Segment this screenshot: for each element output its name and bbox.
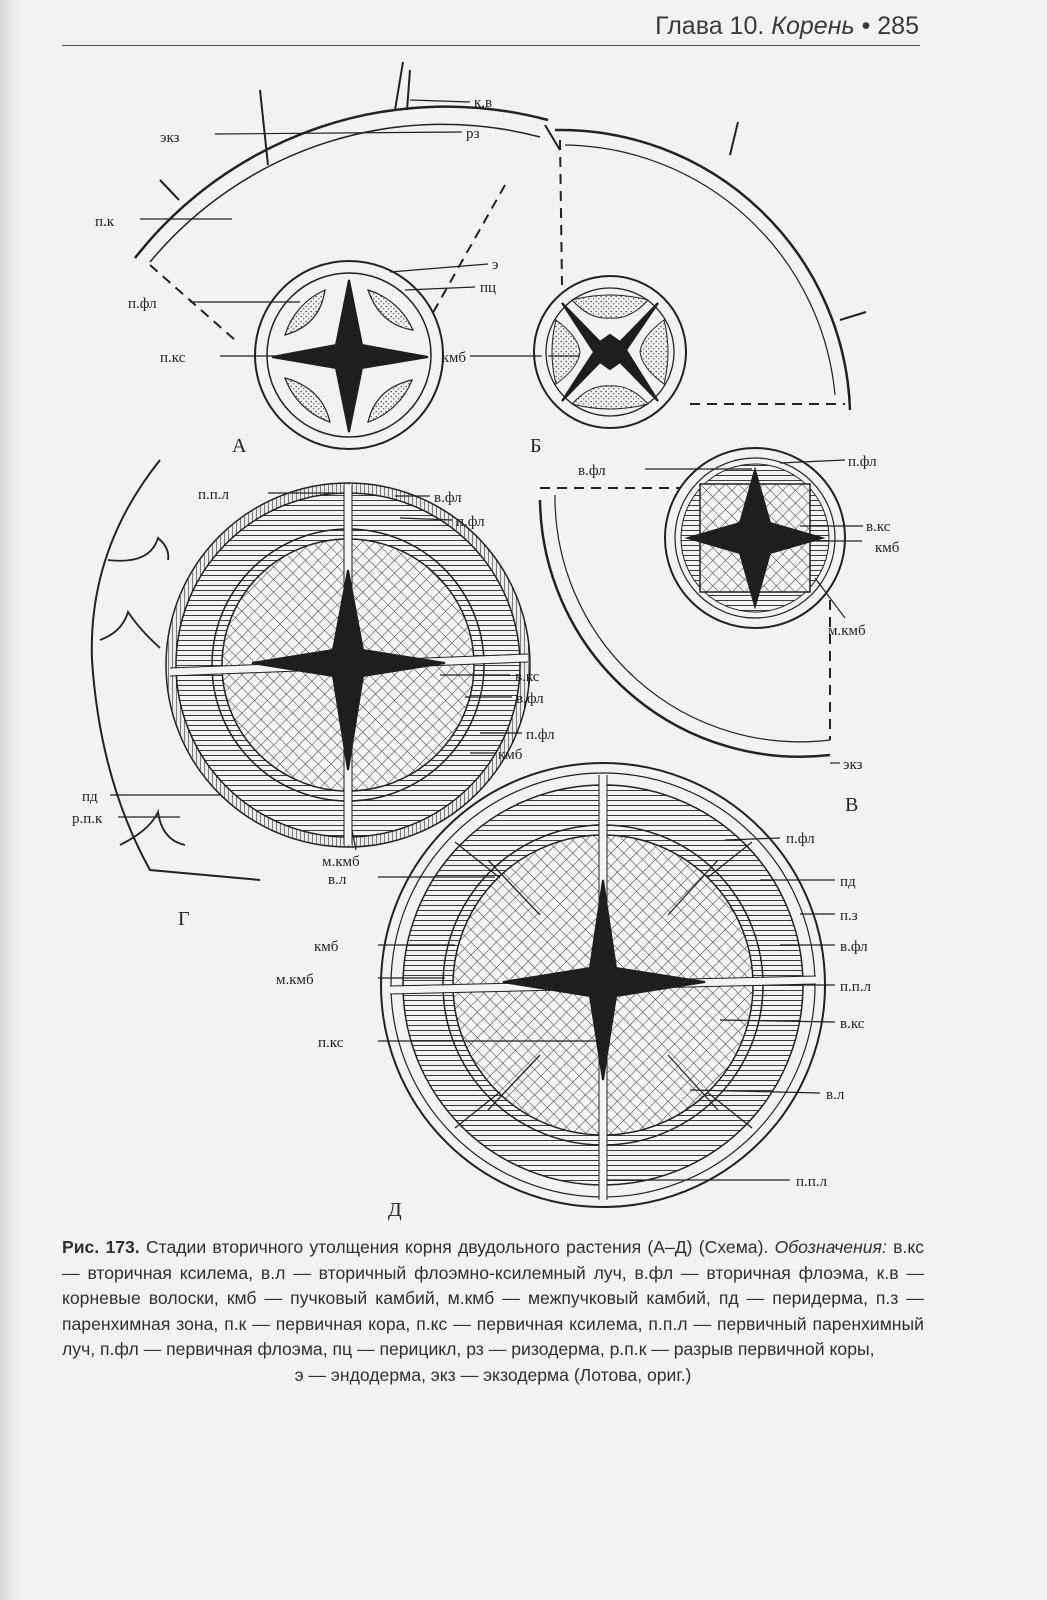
label-a-kv: к.в	[474, 95, 493, 111]
label-g-mkmb: м.кмб	[322, 854, 360, 870]
label-g-vks: в.кс	[515, 669, 540, 685]
label-v-vks: в.кс	[866, 519, 891, 535]
panel-b-phloem-e	[640, 320, 668, 384]
label-a-pfl: п.фл	[128, 296, 157, 312]
panel-d-letter: Д	[388, 1199, 402, 1221]
panel-b-cortex	[555, 130, 850, 410]
label-v-pfl: п.фл	[848, 454, 877, 470]
label-v-kmb: кмб	[875, 540, 900, 556]
label-a-pks: п.кс	[160, 350, 186, 366]
running-head	[655, 12, 919, 41]
label-d-pd: пд	[840, 874, 856, 890]
panel-d	[381, 763, 825, 1207]
panel-b	[534, 122, 866, 428]
figure-173	[0, 50, 1047, 1230]
label-g-vfl: в.фл	[516, 691, 544, 707]
panel-a	[135, 62, 560, 449]
panel-g-letter: Г	[178, 908, 190, 930]
figure-caption	[62, 1235, 924, 1388]
label-g-pfl: п.фл	[526, 727, 555, 743]
bullet-icon: •	[861, 12, 871, 40]
label-g-pd: пд	[82, 789, 98, 805]
panel-v-letter: В	[845, 794, 859, 816]
caption-title: Стадии вторичного утолщения корня двудольного растения (А–Д) (Схема).	[145, 1237, 769, 1257]
label-d-vl: в.л	[826, 1087, 845, 1103]
label-d-ppl-bottom: п.п.л	[796, 1174, 828, 1190]
label-d-pz: п.з	[840, 908, 858, 924]
panel-b-phloem-s	[572, 386, 648, 409]
panel-a-root-hairs	[160, 62, 560, 200]
caption-body: в.кс — вторичная ксилема, в.л — вторичный флоэмно-ксилемный луч, в.фл — вторичная флоэма, к.в — корневые волоски, кмб — пучковый камбий, м.кмб — межпучковый камбий, пд — перидерма, п.з — паренхимная зона, п.к — первичная кора, п.кс — первичная ксилема, п.п.л — первичный паренхимный луч, п.фл — первичная флоэма, пц — перицикл, рз — ризодерма, р.п.к — разрыв первичной коры,	[62, 1237, 925, 1359]
header-rule	[62, 45, 920, 46]
panel-b-letter: Б	[530, 435, 542, 457]
label-d-kmb: кмб	[314, 939, 339, 955]
label-d-vks: в.кс	[840, 1016, 865, 1032]
panel-a-phloem-sw	[285, 378, 330, 422]
label-a-rz: рз	[466, 126, 480, 142]
page-number: 285	[877, 12, 919, 40]
label-v-vfl: в.фл	[578, 463, 606, 479]
label-g-rpk: р.п.к	[72, 811, 103, 827]
label-a-e: э	[492, 257, 499, 273]
label-v-ekz: экз	[843, 757, 863, 773]
label-a-ekz: экз	[160, 130, 180, 146]
figure-drawing	[0, 50, 1047, 1230]
label-g-ppl: п.п.л	[198, 487, 230, 503]
label-d-pfl: п.фл	[786, 831, 815, 847]
label-g-kmb: кмб	[498, 747, 523, 763]
panel-v	[540, 448, 845, 757]
chapter-number: Глава 10.	[655, 12, 765, 40]
label-b-kmb: кмб	[441, 350, 466, 366]
label-v-mkmb: м.кмб	[828, 623, 866, 639]
label-d-pks: п.кс	[318, 1035, 344, 1051]
label-a-pk: п.к	[95, 214, 115, 230]
label-d-vl-left: в.л	[328, 872, 347, 888]
panel-a-cortex-inner	[150, 124, 540, 262]
label-g-pfl-top: п.фл	[456, 514, 485, 530]
caption-key-label: Обозначения:	[774, 1237, 887, 1257]
label-d-mkmb: м.кмб	[276, 972, 314, 988]
panel-b-phloem-w	[552, 320, 580, 384]
label-g-vfl-top: в.фл	[434, 490, 462, 506]
label-d-ppl: п.п.л	[840, 979, 872, 995]
panel-a-cortex-outer	[135, 107, 548, 258]
label-a-pts: пц	[480, 280, 497, 296]
chapter-name: Корень	[771, 12, 855, 40]
label-d-vfl: в.фл	[840, 939, 868, 955]
caption-last-line: э — эндодерма, экз — экзодерма (Лотова, ориг.)	[294, 1364, 692, 1385]
panel-a-phloem-se	[368, 380, 412, 422]
panel-b-phloem-n	[572, 295, 648, 318]
panel-a-letter: А	[232, 435, 247, 457]
caption-label: Рис. 173.	[62, 1237, 140, 1257]
